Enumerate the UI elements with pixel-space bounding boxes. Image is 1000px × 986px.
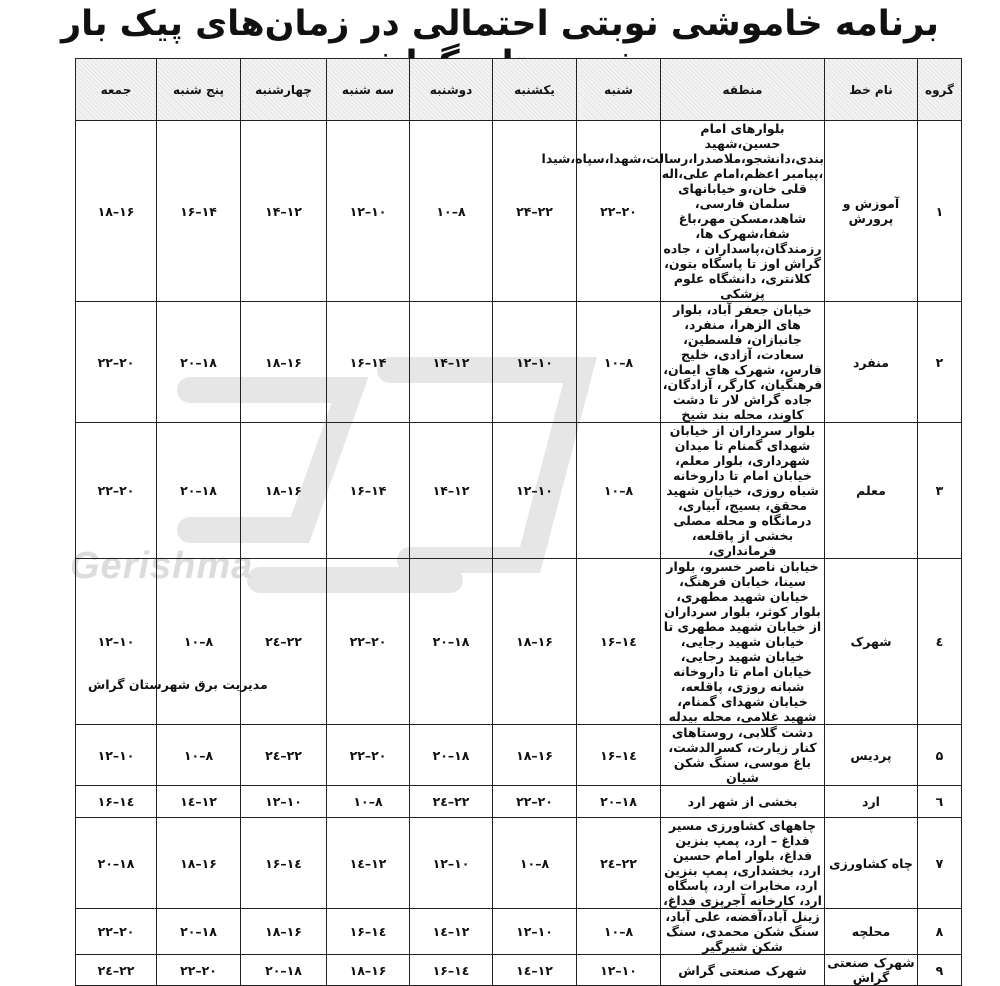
table-row xyxy=(76,423,962,559)
area-cell: خیابان ناصر خسرو، بلوار سینا، خیابان فرهنگ، خیابان شهید مطهری، بلوار کوثر، بلوار سرداران از خیابان شهید مطهری تا خیابان شهید رجایی، خیابان شهید رجایی، خیابان امام تا داروخانه شبانه روزی، پاقلعه، خیابان شهدای گمنام، شهید غلامی، محله بیدله xyxy=(661,559,825,725)
time-cell: ۲۰–۲۲ xyxy=(76,423,157,559)
table-row xyxy=(76,725,962,786)
schedule-table xyxy=(75,58,962,986)
time-cell: ۲۰–۲۲ xyxy=(577,121,661,302)
time-cell: ۱۲–۱٤ xyxy=(327,818,410,909)
header-row xyxy=(76,59,962,121)
time-cell: ۱٤–۱۶ xyxy=(577,725,661,786)
time-cell: ۱۲–۱۴ xyxy=(410,302,493,423)
group-cell: ۱ xyxy=(918,121,962,302)
footer-signature: مدیریت برق شهرستان گراش xyxy=(88,677,268,692)
time-cell: ۲۲–۲٤ xyxy=(76,955,157,986)
area-cell: شهرک صنعتی گراش xyxy=(661,955,825,986)
group-cell: ۷ xyxy=(918,818,962,909)
time-cell: ۱۶–۱۸ xyxy=(157,818,241,909)
time-cell: ۱۸–۲۰ xyxy=(157,423,241,559)
time-cell: ۱٤–۱۶ xyxy=(410,955,493,986)
page-title: برنامه خاموشی نوبتی احتمالی در زمان‌های پیک بار xyxy=(61,4,939,44)
group-cell: ۳ xyxy=(918,423,962,559)
time-cell: ۸–۱۰ xyxy=(410,121,493,302)
time-cell: ۱۲–۱٤ xyxy=(493,955,577,986)
time-cell: ۱۶–۱۸ xyxy=(76,121,157,302)
time-cell: ۱۶–۱۸ xyxy=(241,302,327,423)
time-cell: ۸–۱۰ xyxy=(157,725,241,786)
time-cell: ۱۸–۲۰ xyxy=(157,909,241,955)
table-row xyxy=(76,786,962,818)
time-cell: ۸–۱۰ xyxy=(327,786,410,818)
table-row xyxy=(76,818,962,909)
line-cell: ارد xyxy=(825,786,918,818)
table-row xyxy=(76,559,962,725)
time-cell: ۱۰–۱۲ xyxy=(493,909,577,955)
line-cell: پردیس xyxy=(825,725,918,786)
time-cell: ۱۰–۱۲ xyxy=(327,121,410,302)
time-cell: ۱۰–۱۲ xyxy=(493,302,577,423)
time-cell: ۱٤–۱۶ xyxy=(327,909,410,955)
time-cell: ۸–۱۰ xyxy=(577,909,661,955)
time-cell: ۸–۱۰ xyxy=(157,559,241,725)
time-cell: ۸–۱۰ xyxy=(577,423,661,559)
header-line: نام خط xyxy=(825,59,918,121)
time-cell: ۱٤–۱۶ xyxy=(241,818,327,909)
time-cell: ۱۸–۲۰ xyxy=(76,818,157,909)
time-cell: ۱۰–۱۲ xyxy=(493,423,577,559)
time-cell: ۱۲–۱٤ xyxy=(157,786,241,818)
line-cell: منفرد xyxy=(825,302,918,423)
group-cell: ۲ xyxy=(918,302,962,423)
line-cell: آموزش و پرورش xyxy=(825,121,918,302)
time-cell: ۱۰–۱۲ xyxy=(76,725,157,786)
time-cell: ۲۰–۲۲ xyxy=(157,955,241,986)
time-cell: ۱۶–۱۸ xyxy=(241,423,327,559)
time-cell: ۱٤–۱۶ xyxy=(577,559,661,725)
table-row xyxy=(76,955,962,986)
time-cell: ۲۰–۲۲ xyxy=(327,725,410,786)
time-cell: ۲۲–۲٤ xyxy=(577,818,661,909)
watermark-text: Gerishma xyxy=(70,545,254,587)
header-area: منطقه xyxy=(661,59,825,121)
time-cell: ۱۰–۱۲ xyxy=(577,955,661,986)
header-friday: جمعه xyxy=(76,59,157,121)
group-cell: ۸ xyxy=(918,909,962,955)
table-row xyxy=(76,302,962,423)
line-cell: معلم xyxy=(825,423,918,559)
time-cell: ۲۲–۲٤ xyxy=(241,725,327,786)
time-cell: ۱۸–۲۰ xyxy=(577,786,661,818)
area-cell: چاههای کشاورزی مسیر فداغ – ارد، پمپ بنزین فداغ، بلوار امام حسین ارد، بخشداری، پمپ بنزین ارد، مخابرات ارد، پاسگاه ارد، کارخانه آجرپزی فداغ، xyxy=(661,818,825,909)
time-cell: ۱۸–۲۰ xyxy=(157,302,241,423)
time-cell: ۱٤–۱۶ xyxy=(76,786,157,818)
area-cell: زینل آباد،آفضه، علی آباد، سنگ شکن محمدی، سنگ شکن شیرگیر xyxy=(661,909,825,955)
header-saturday: شنبه xyxy=(577,59,661,121)
time-cell: ۱۶–۱۸ xyxy=(241,909,327,955)
time-cell: ۱۶–۱۸ xyxy=(493,559,577,725)
time-cell: ۲۰–۲۲ xyxy=(493,786,577,818)
time-cell: ۲۰–۲۲ xyxy=(76,909,157,955)
header-thursday: پنج شنبه xyxy=(157,59,241,121)
time-cell: ۲۰–۲۲ xyxy=(327,559,410,725)
group-cell: ۵ xyxy=(918,725,962,786)
group-cell: ۹ xyxy=(918,955,962,986)
table-row xyxy=(76,121,962,302)
area-cell: بلوار سرداران از خیابان شهدای گمنام تا میدان شهرداری، بلوار معلم، خیابان امام تا داروخانه شباه روزی، خیابان شهید محقق، بسیج، آبیاری، درمانگاه و محله مصلی بخشی از پاقلعه، فرمانداری، xyxy=(661,423,825,559)
area-cell: دشت گلابی، روستاهای کنار زیارت، کسرالدشت، باغ موسی، سنگ شکن شیان xyxy=(661,725,825,786)
header-sunday: یکشنبه xyxy=(493,59,577,121)
header-group: گروه xyxy=(918,59,962,121)
time-cell: ۱۸–۲۰ xyxy=(410,725,493,786)
time-cell: ۲۲–۲٤ xyxy=(241,559,327,725)
table-row xyxy=(76,909,962,955)
group-cell: ٦ xyxy=(918,786,962,818)
header-monday: دوشنبه xyxy=(410,59,493,121)
line-cell: شهرک xyxy=(825,559,918,725)
area-cell: بخشی از شهر ارد xyxy=(661,786,825,818)
group-cell: ٤ xyxy=(918,559,962,725)
area-cell: خیابان جعفر آباد، بلوار های الزهرا، منفرد، جانبازان، فلسطین، سعادت، آزادی، خلیج فارس، شهرک های ایمان، فرهنگیان، کارگر، آزادگان، جاده گراش لار تا دشت کاوند، محله بند شیخ xyxy=(661,302,825,423)
time-cell: ۱۶–۱۸ xyxy=(493,725,577,786)
time-cell: ۸–۱۰ xyxy=(577,302,661,423)
time-cell: ۲۲–۲٤ xyxy=(410,786,493,818)
time-cell: ۸–۱۰ xyxy=(493,818,577,909)
time-cell: ۱۴–۱۶ xyxy=(327,302,410,423)
time-cell: ۱۲–۱٤ xyxy=(410,909,493,955)
time-cell: ۲۲–۲۴ xyxy=(493,121,577,302)
time-cell: ۱۶–۱۸ xyxy=(327,955,410,986)
time-cell: ۲۰–۲۲ xyxy=(76,302,157,423)
area-cell: بلوارهای امام حسین،شهید بندی،دانشجو،ملاصدرا،رسالت،شهدا،سپاه،شیدا ،پیامبر اعظم،امام علی،اله قلی خان،و خیابانهای سلمان فارسی، شاهد،مسکن مهر،باغ شفا،شهرک ها، رزمندگان،پاسداران ، جاده گراش اوز تا پاسگاه بتون، کلانتری، دانشگاه علوم پزشکی xyxy=(541,121,824,301)
line-cell: محلچه xyxy=(825,909,918,955)
time-cell: ۱۸–۲۰ xyxy=(410,559,493,725)
header-wednesday: چهارشنبه xyxy=(241,59,327,121)
line-cell: چاه کشاورزی xyxy=(825,818,918,909)
time-cell: ۱۲–۱۴ xyxy=(241,121,327,302)
time-cell: ۱۰–۱۲ xyxy=(241,786,327,818)
time-cell: ۱۰–۱۲ xyxy=(76,559,157,725)
time-cell: ۱۲–۱۴ xyxy=(410,423,493,559)
time-cell: ۱۴–۱۶ xyxy=(327,423,410,559)
time-cell: ۱۸–۲۰ xyxy=(241,955,327,986)
time-cell: ۱۰–۱۲ xyxy=(410,818,493,909)
header-tuesday: سه شنبه xyxy=(327,59,410,121)
time-cell: ۱۴–۱۶ xyxy=(157,121,241,302)
line-cell: شهرک صنعتی گراش xyxy=(825,955,918,986)
